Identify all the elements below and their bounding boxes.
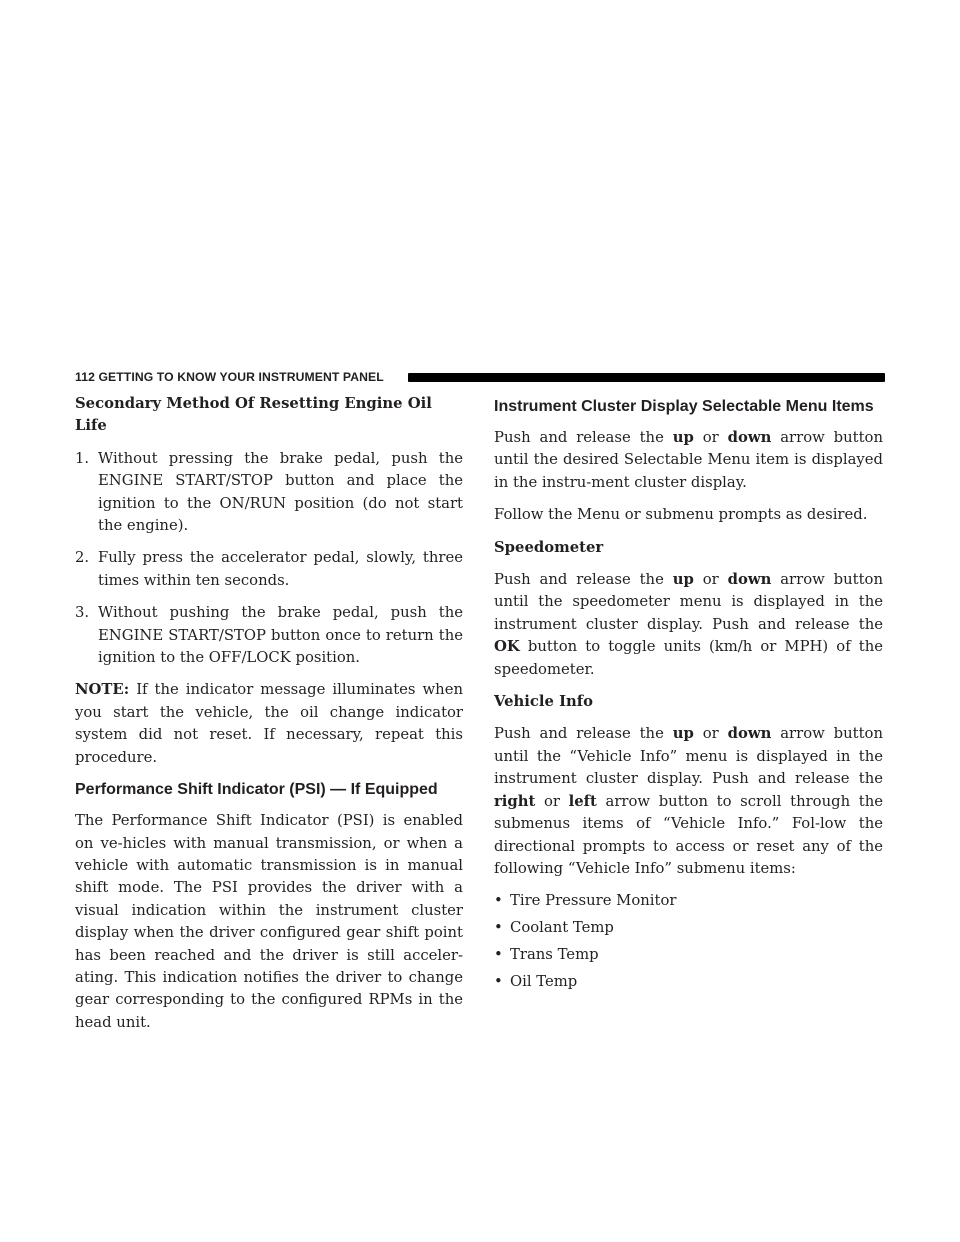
step-item xyxy=(75,602,463,669)
list-item-text: Trans Temp xyxy=(510,946,599,964)
speedometer-heading: Speedometer xyxy=(494,538,604,556)
down-button-term: down xyxy=(727,429,772,446)
text-run: button to toggle units (km/h or MPH) of the speedometer. xyxy=(494,638,883,678)
right-column xyxy=(494,393,883,998)
psi-paragraph: The Performance Shift Indicator (PSI) is enabled on ve-hicles with manual transmission, or when a vehicle with automatic transmission is in manual shift mode. The PSI provides the driver with a visual indication within the instrument cluster display when the driver configured gear shift point has been reached and the driver is still acceler-ating. This indication notifies the driver to change gear corresponding to the configured RPMs in the head unit. xyxy=(75,812,463,1031)
text-run: arrow button until the “Vehicle Info” menu is displayed in the instrument cluster display. Push and release the xyxy=(494,725,883,788)
vehicle-info-heading: Vehicle Info xyxy=(494,693,594,711)
text-run: arrow button until the desired Selectable Menu item is displayed in the instru-ment cluster display. xyxy=(494,429,883,491)
menu-prompts-paragraph: Follow the Menu or submenu prompts as desired. xyxy=(494,506,868,524)
page-header xyxy=(75,369,885,385)
menu-items-section-heading: Instrument Cluster Display Selectable Menu Items xyxy=(494,398,874,415)
bullet-icon: • xyxy=(494,973,503,991)
up-button-term: up xyxy=(672,725,694,743)
page-number-and-section-title: 112 GETTING TO KNOW YOUR INSTRUMENT PANEL xyxy=(75,370,384,384)
step-text: Without pressing the brake pedal, push the ENGINE START/STOP button and place the ignition to the ON/RUN position (do not start the engine). xyxy=(98,449,463,535)
text-run: Push and release the xyxy=(494,571,673,589)
down-button-term: down xyxy=(727,725,772,743)
list-item-text: Tire Pressure Monitor xyxy=(510,892,677,910)
list-item xyxy=(494,890,883,912)
step-item xyxy=(75,547,463,592)
text-run: arrow button to scroll through the submenus items of “Vehicle Info.” Fol-low the directional prompts to access or reset any of the following “Vehicle Info” submenu items: xyxy=(494,792,883,877)
step-number: 3. xyxy=(75,604,90,622)
note-text: If the indicator message illuminates when you start the vehicle, the oil change indicator system did not reset. If necessary, repeat this procedure. xyxy=(75,681,463,766)
text-run: or xyxy=(535,792,569,810)
step-number: 2. xyxy=(75,549,90,567)
oil-life-reset-heading: Secondary Method Of Resetting Engine Oil Life xyxy=(75,395,432,435)
up-button-term: up xyxy=(672,429,694,446)
menu-intro-paragraph xyxy=(494,427,883,494)
header-rule-bar xyxy=(408,373,885,382)
vehicle-info-paragraph xyxy=(494,723,883,880)
right-button-term: right xyxy=(494,792,536,810)
note-paragraph xyxy=(75,679,463,769)
up-button-term: up xyxy=(672,571,694,589)
speedometer-paragraph xyxy=(494,569,883,681)
vehicle-info-submenu-list xyxy=(494,890,883,993)
text-run: or xyxy=(693,725,728,743)
bullet-icon: • xyxy=(494,919,503,937)
list-item-text: Coolant Temp xyxy=(510,919,614,937)
bullet-icon: • xyxy=(494,946,503,964)
text-run: or xyxy=(693,429,728,446)
text-run: or xyxy=(693,571,728,589)
reset-steps-list xyxy=(75,448,463,670)
step-text: Without pushing the brake pedal, push the ENGINE START/STOP button once to return the ignition to the OFF/LOCK position. xyxy=(98,604,463,667)
step-number: 1. xyxy=(75,449,90,467)
step-text: Fully press the accelerator pedal, slowly, three times within ten seconds. xyxy=(98,549,463,589)
text-run: arrow button until the speedometer menu is displayed in the instrument cluster display. Push and release the xyxy=(494,571,883,633)
psi-section-heading: Performance Shift Indicator (PSI) — If Equipped xyxy=(75,781,438,799)
list-item xyxy=(494,944,883,966)
list-item xyxy=(494,917,883,939)
down-button-term: down xyxy=(727,571,772,589)
list-item-text: Oil Temp xyxy=(510,973,578,991)
bullet-icon: • xyxy=(494,892,503,910)
ok-button-term: OK xyxy=(494,638,520,656)
note-label: NOTE: xyxy=(75,681,130,699)
step-item xyxy=(75,448,463,538)
list-item xyxy=(494,971,883,993)
left-column xyxy=(75,393,463,1044)
left-button-term: left xyxy=(568,792,597,810)
text-run: Push and release the xyxy=(494,429,673,446)
text-run: Push and release the xyxy=(494,725,673,743)
